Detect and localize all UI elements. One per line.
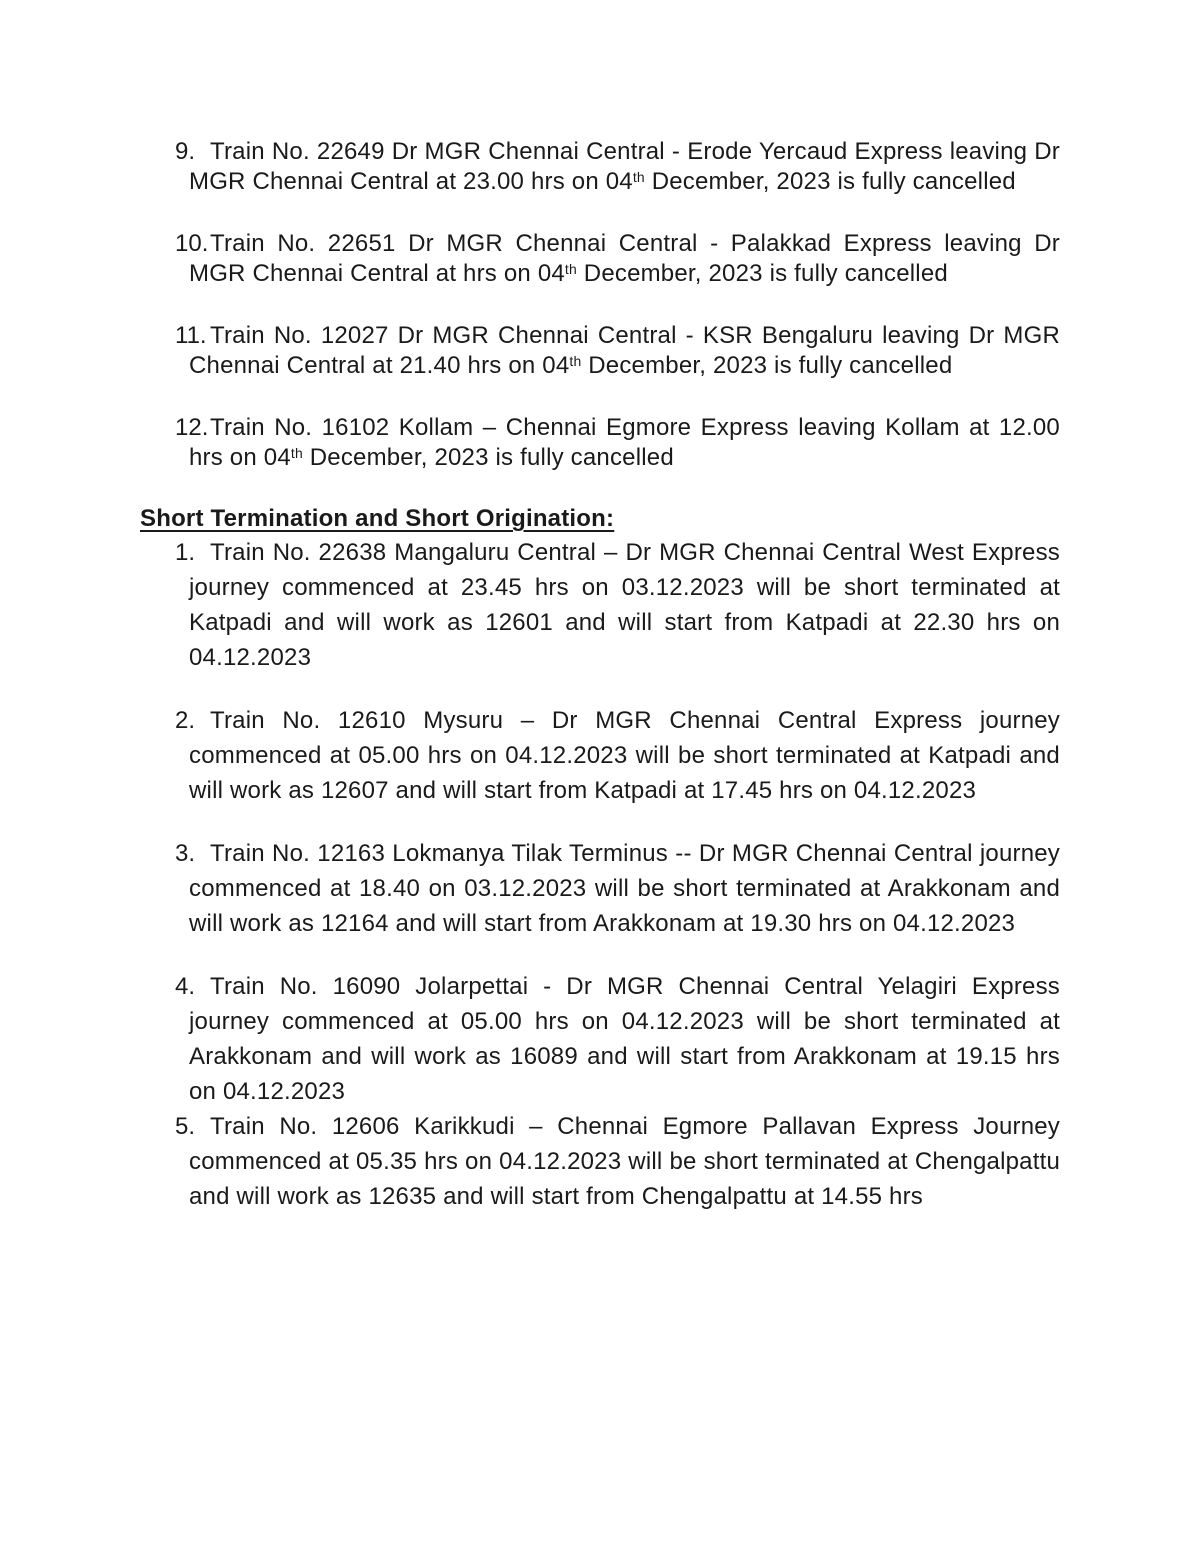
list-item-text: Train No. 16102 Kollam – Chennai Egmore Express leaving Kollam at 12.00 hrs on 04th December, 2023 is fully cancelled — [189, 414, 1060, 471]
list-item — [175, 321, 1060, 381]
list-item — [175, 969, 1060, 1109]
list-item-number: 4. — [175, 973, 196, 1000]
short-termination-list — [175, 535, 1060, 1214]
list-item — [175, 229, 1060, 289]
list-item-text: Train No. 12610 Mysuru – Dr MGR Chennai Central Express journey commenced at 05.00 hrs on 04.12.2023 will be short terminated at Katpadi and will work as 12607 and will start from Katpadi at 17.45 hrs on 04.12.2023 — [189, 707, 1060, 804]
list-item-text: Train No. 16090 Jolarpettai - Dr MGR Chennai Central Yelagiri Express journey commenced at 05.00 hrs on 04.12.2023 will be short terminated at Arakkonam and will work as 16089 and will start from Arakkonam at 19.15 hrs on 04.12.2023 — [189, 973, 1060, 1105]
list-item-number: 9. — [175, 138, 196, 165]
list-item-number: 3. — [175, 840, 196, 867]
list-item — [175, 703, 1060, 808]
cancelled-trains-list — [175, 137, 1060, 473]
list-item-text: Train No. 22651 Dr MGR Chennai Central - Palakkad Express leaving Dr MGR Chennai Central at hrs on 04th December, 2023 is fully cancelled — [189, 230, 1060, 287]
list-item-text: Train No. 22638 Mangaluru Central – Dr MGR Chennai Central West Express journey commenced at 23.45 hrs on 03.12.2023 will be short terminated at Katpadi and will work as 12601 and will start from Katpadi at 22.30 hrs on 04.12.2023 — [189, 539, 1060, 671]
list-item-text: Train No. 22649 Dr MGR Chennai Central - Erode Yercaud Express leaving Dr MGR Chennai Central at 23.00 hrs on 04th December, 2023 is fully cancelled — [189, 138, 1060, 195]
section-heading: Short Termination and Short Origination: — [140, 505, 615, 532]
list-item — [175, 413, 1060, 473]
list-item-text: Train No. 12606 Karikkudi – Chennai Egmore Pallavan Express Journey commenced at 05.35 hrs on 04.12.2023 will be short terminated at Chengalpattu and will work as 12635 and will start from Chengalpattu at 14.55 hrs — [189, 1113, 1060, 1210]
list-item-text: Train No. 12163 Lokmanya Tilak Terminus -- Dr MGR Chennai Central journey commenced at 18.40 on 03.12.2023 will be short terminated at Arakkonam and will work as 12164 and will start from Arakkonam at 19.30 hrs on 04.12.2023 — [189, 840, 1060, 937]
list-item — [175, 836, 1060, 941]
list-item-number: 10. — [175, 230, 209, 257]
list-item-number: 11. — [175, 322, 207, 349]
list-item-text: Train No. 12027 Dr MGR Chennai Central - KSR Bengaluru leaving Dr MGR Chennai Central at 21.40 hrs on 04th December, 2023 is fully cancelled — [189, 322, 1060, 379]
list-item — [175, 535, 1060, 675]
list-item-number: 5. — [175, 1113, 196, 1140]
list-item-number: 2. — [175, 707, 196, 734]
list-item — [175, 1109, 1060, 1214]
list-item-number: 1. — [175, 539, 196, 566]
list-item-number: 12. — [175, 414, 209, 441]
list-item — [175, 137, 1060, 197]
